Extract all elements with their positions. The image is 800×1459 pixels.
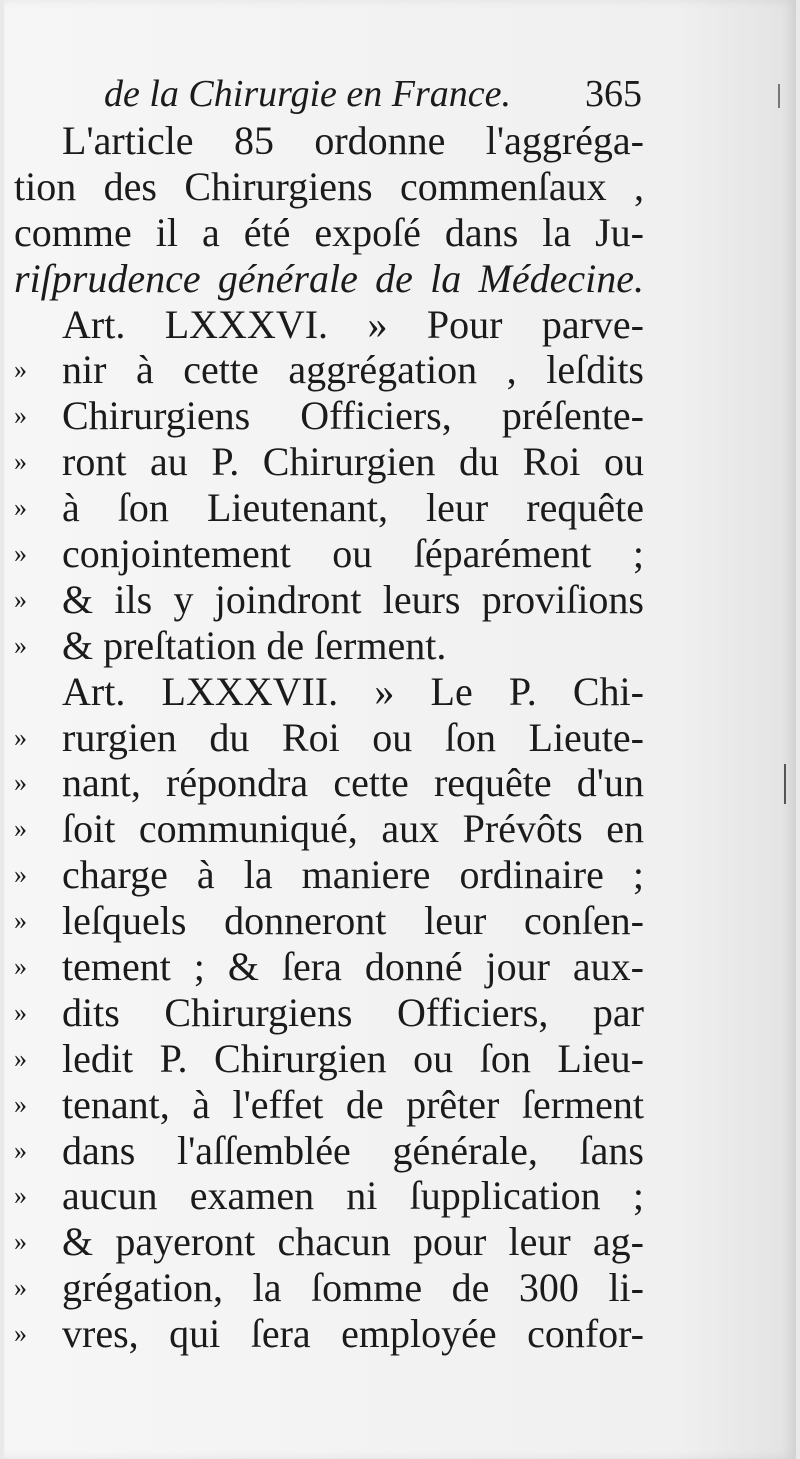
- line-text: nir à cette aggrégation , leſdits: [62, 347, 644, 393]
- line-text: dans l'aſſemblée générale, ſans: [62, 1127, 644, 1173]
- quote-mark: »: [14, 1089, 27, 1119]
- quote-mark: »: [14, 722, 27, 752]
- line-text: tion des Chirurgiens commenſaux ,: [14, 163, 644, 209]
- line-text: ledit P. Chirurgien ou ſon Lieu-: [62, 1035, 644, 1081]
- quote-mark: »: [14, 814, 27, 844]
- line-text: & payeront chacun pour leur ag-: [62, 1219, 644, 1265]
- line-text: tenant, à l'effet de prêter ſerment: [62, 1081, 644, 1127]
- text-line: [14, 485, 644, 531]
- text-line: [14, 393, 644, 439]
- running-title: de la Chirurgie en France.: [104, 73, 512, 115]
- text-line: [14, 1173, 644, 1219]
- line-text: Art. LXXXVII. » Le P. Chi-: [62, 668, 644, 714]
- quote-mark: »: [14, 493, 27, 523]
- text-line: [14, 760, 644, 806]
- line-text: dits Chirurgiens Officiers, par: [62, 989, 644, 1035]
- text-line: [14, 118, 644, 164]
- line-text: riſprudence générale de la Médecine.: [14, 255, 644, 301]
- quote-mark: »: [14, 997, 27, 1027]
- quote-mark: »: [14, 584, 27, 614]
- line-text: Chirurgiens Officiers, préſente-: [62, 393, 644, 439]
- line-text: tement ; & ſera donné jour aux-: [62, 944, 644, 990]
- text-line: [14, 577, 644, 623]
- book-page: [4, 0, 796, 1459]
- line-text: aucun examen ni ſupplication ;: [62, 1173, 644, 1219]
- quote-mark: »: [14, 539, 27, 569]
- quote-mark: »: [14, 401, 27, 431]
- margin-mark: [784, 764, 786, 804]
- text-line: [14, 1219, 644, 1265]
- line-text: comme il a été expoſé dans la Ju-: [14, 209, 644, 255]
- text-line: [14, 623, 644, 669]
- line-text: nant, répondra cette requête d'un: [62, 760, 644, 806]
- text-line: [14, 1311, 644, 1357]
- text-line: [14, 256, 644, 302]
- text-line: [14, 531, 644, 577]
- line-text: grégation, la ſomme de 300 li-: [62, 1265, 644, 1311]
- text-line: [14, 669, 644, 715]
- quote-mark: »: [14, 447, 27, 477]
- line-text: ront au P. Chirurgien du Roi ou: [62, 439, 644, 485]
- line-text: & preſtation de ſerment.: [62, 622, 447, 668]
- text-line: [14, 1265, 644, 1311]
- margin-mark: [778, 84, 780, 108]
- text-line: [14, 944, 644, 990]
- quote-mark: »: [14, 1227, 27, 1257]
- line-text: vres, qui ſera employée confor-: [62, 1311, 644, 1357]
- quote-mark: »: [14, 1319, 27, 1349]
- line-text: & ils y joindront leurs proviſions: [62, 576, 644, 622]
- text-line: [14, 1128, 644, 1174]
- quote-mark: »: [14, 1043, 27, 1073]
- text-line: [14, 898, 644, 944]
- line-text: conjointement ou ſéparément ;: [62, 531, 644, 577]
- quote-mark: »: [14, 768, 27, 798]
- line-text: Art. LXXXVI. » Pour parve-: [62, 301, 644, 347]
- line-text: charge à la maniere ordinaire ;: [62, 852, 644, 898]
- text-line: [14, 347, 644, 393]
- text-line: [14, 806, 644, 852]
- line-text: ſoit communiqué, aux Prévôts en: [62, 806, 644, 852]
- line-text: à ſon Lieutenant, leur requête: [62, 485, 644, 531]
- text-line: [14, 164, 644, 210]
- text-line: [14, 852, 644, 898]
- line-text: rurgien du Roi ou ſon Lieute-: [62, 714, 644, 760]
- quote-mark: »: [14, 1273, 27, 1303]
- text-line: [14, 1082, 644, 1128]
- quote-mark: »: [14, 1181, 27, 1211]
- text-line: [14, 1036, 644, 1082]
- quote-mark: »: [14, 1135, 27, 1165]
- text-line: [14, 210, 644, 256]
- body-text: [14, 118, 644, 1357]
- quote-mark: »: [14, 355, 27, 385]
- page-number: 365: [585, 73, 642, 115]
- quote-mark: »: [14, 860, 27, 890]
- quote-mark: »: [14, 630, 27, 660]
- line-text: leſquels donneront leur conſen-: [62, 898, 644, 944]
- quote-mark: »: [14, 952, 27, 982]
- line-text: L'article 85 ordonne l'aggréga-: [62, 118, 644, 163]
- text-line: [14, 439, 644, 485]
- text-line: [14, 302, 644, 348]
- text-line: [14, 715, 644, 761]
- text-line: [14, 990, 644, 1036]
- running-header: [104, 72, 642, 116]
- quote-mark: »: [14, 906, 27, 936]
